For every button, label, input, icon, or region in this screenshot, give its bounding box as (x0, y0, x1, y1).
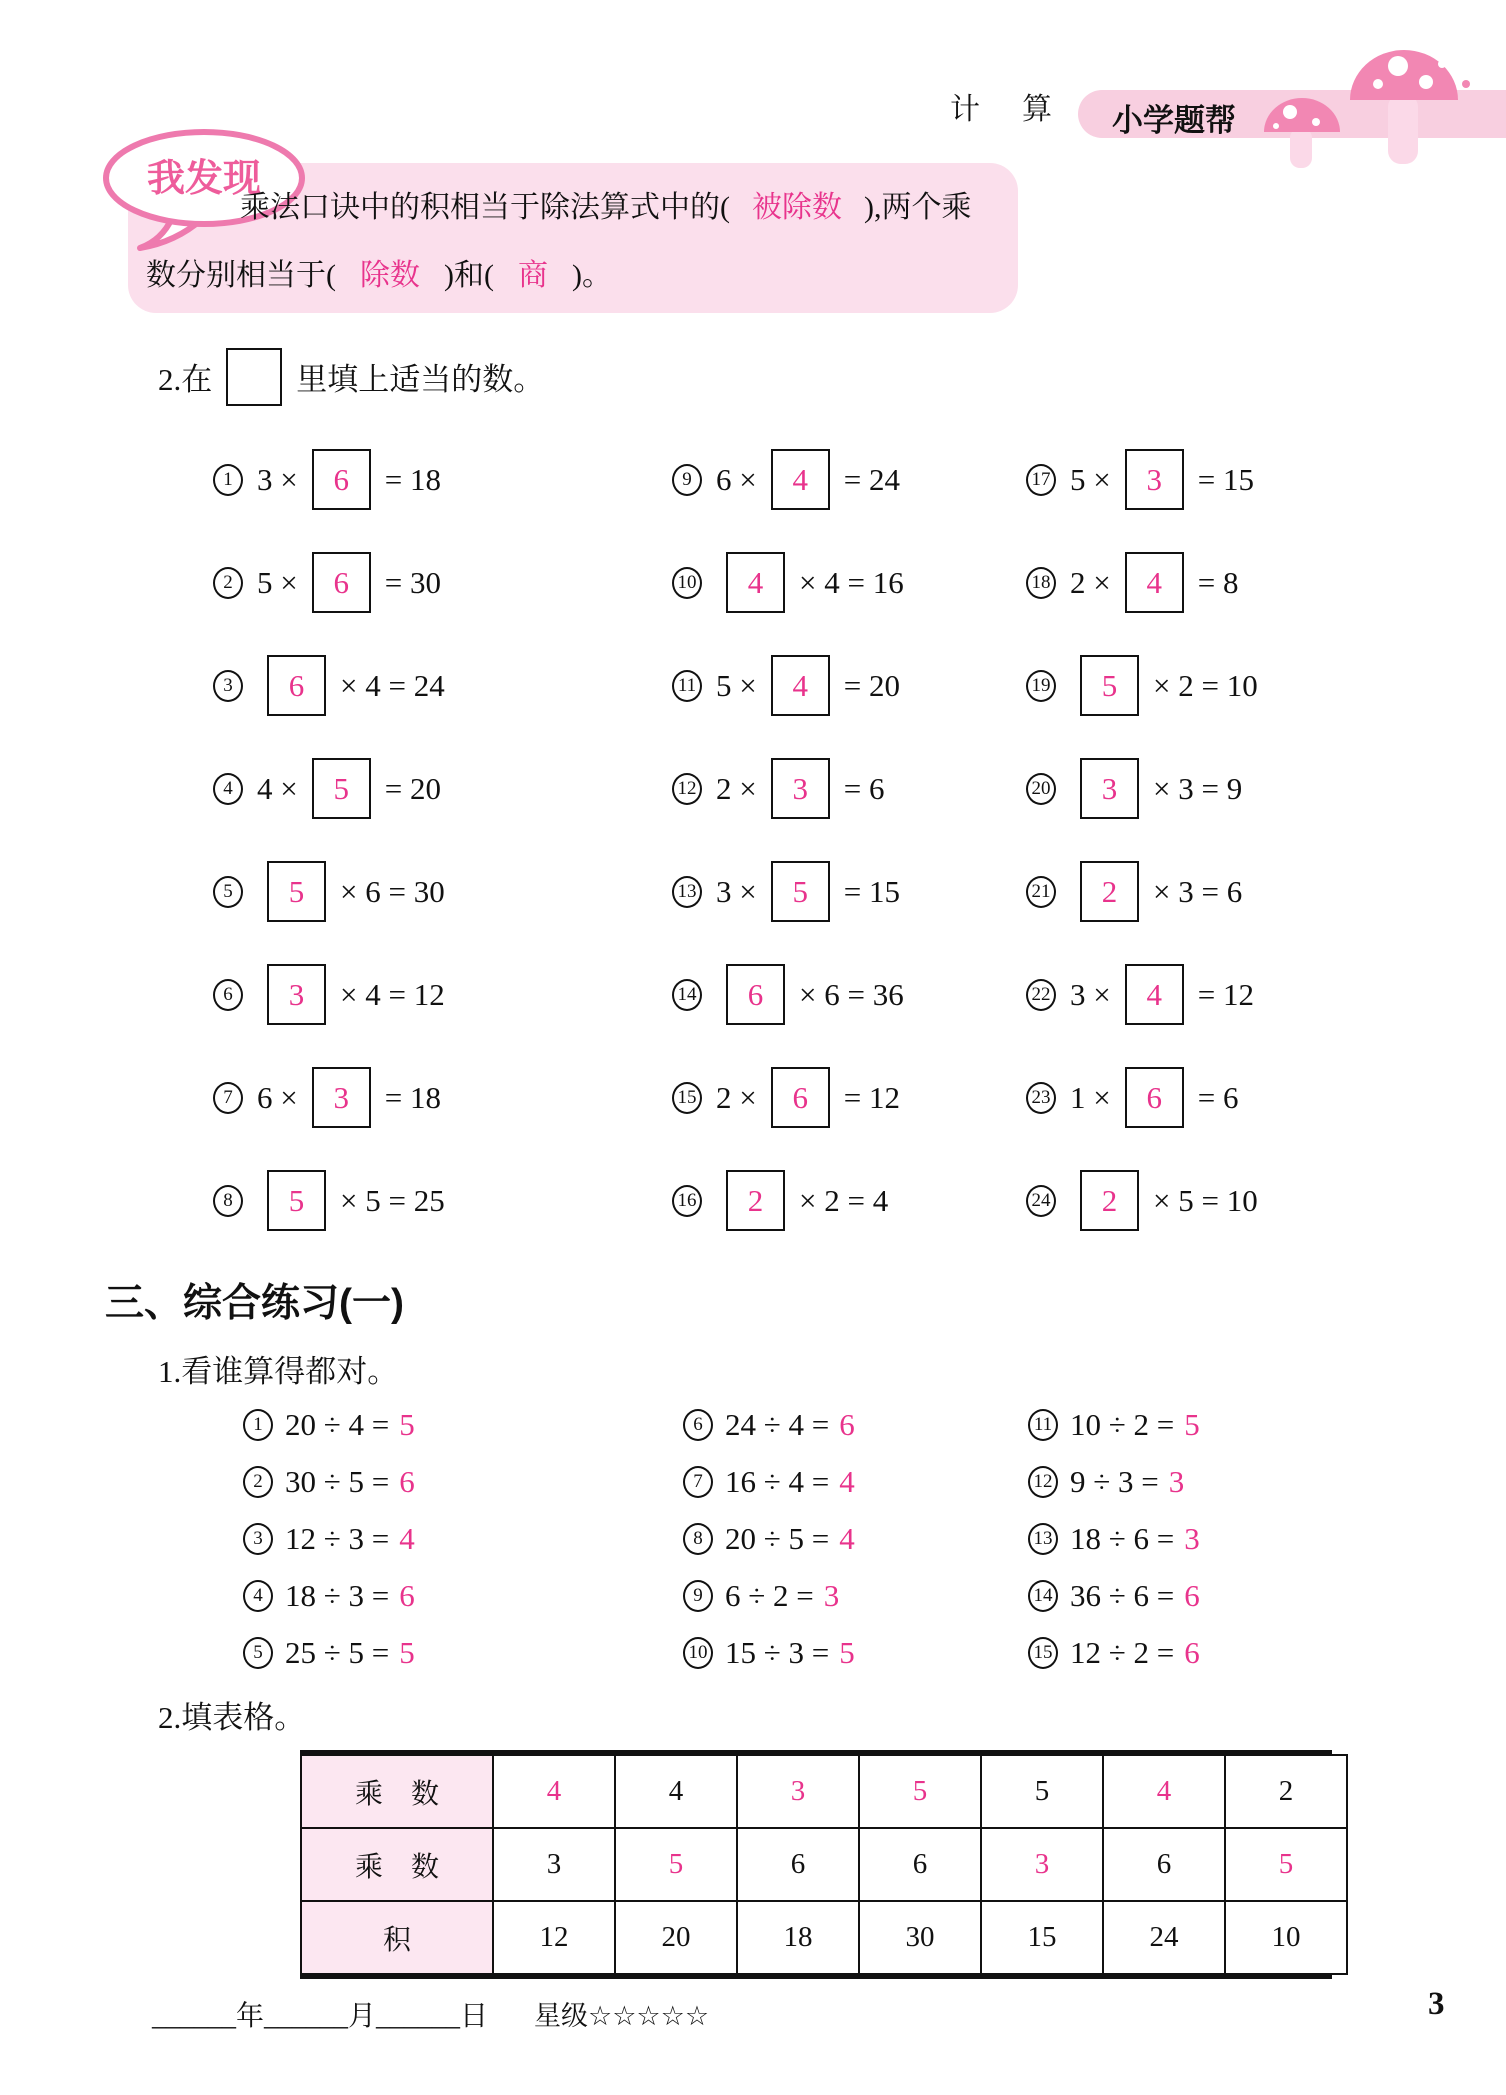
fill-problem (213, 737, 447, 840)
answer-box (312, 758, 371, 819)
table-cell: 18 (737, 1901, 859, 1974)
division-problem (683, 1567, 855, 1624)
callout-answer-divisor: 除数 (360, 259, 420, 292)
answer-value: 2 (1101, 1182, 1118, 1218)
section2-title-pre: 2.在 (158, 362, 213, 397)
table-row-label: 乘 数 (301, 1828, 493, 1901)
callout-text-line1 (240, 182, 972, 226)
equation-text: = 8 (1197, 564, 1239, 600)
equation-text: × 2 = 4 (799, 1182, 889, 1218)
problem-number: 17 (1026, 464, 1056, 496)
answer-box (1125, 1067, 1184, 1128)
answer-value: 6 (1184, 1634, 1200, 1670)
problem-number: 16 (672, 1185, 702, 1217)
fill-problem (1026, 531, 1260, 634)
page-number: 3 (1428, 1986, 1445, 2022)
fill-problem (213, 1149, 447, 1252)
answer-value: 5 (288, 1182, 305, 1218)
division-col-1 (243, 1396, 415, 1681)
problem-number: 10 (672, 567, 702, 599)
equation-text: 36 ÷ 6 = (1070, 1577, 1175, 1613)
answer-value: 4 (1146, 976, 1162, 1012)
callout-answer-dividend: 被除数 (752, 191, 842, 224)
answer-value: 6 (792, 1079, 808, 1115)
equation-text: = 20 (384, 770, 441, 806)
answer-value: 4 (839, 1463, 855, 1499)
answer-box (726, 964, 785, 1025)
problem-number: 9 (672, 464, 702, 496)
callout-line2-post: )。 (571, 259, 612, 292)
callout-text-line2 (146, 250, 612, 294)
equation-text: 2 × (716, 770, 757, 806)
problem-number: 8 (213, 1185, 243, 1217)
answer-value: 3 (1101, 770, 1118, 806)
problem-number: 1 (213, 464, 243, 496)
fill-problem (213, 531, 447, 634)
fill-problem (1026, 1149, 1260, 1252)
equation-text: 3 × (257, 461, 298, 497)
table-cell: 5 (981, 1755, 1103, 1828)
answer-value: 3 (333, 1079, 349, 1115)
table-row (301, 1755, 1347, 1828)
equation-text: 3 × (716, 873, 757, 909)
answer-value: 5 (288, 873, 305, 909)
fill-problem (1026, 840, 1260, 943)
table-cell: 5 (859, 1755, 981, 1828)
fill-col-2 (672, 428, 906, 1252)
equation-text: × 6 = 30 (340, 873, 445, 909)
division-col-2 (683, 1396, 855, 1681)
callout-line1-post: ),两个乘 (864, 191, 972, 224)
problem-number: 9 (683, 1580, 713, 1612)
answer-box (1080, 861, 1139, 922)
equation-text: = 12 (843, 1079, 900, 1115)
answer-value: 5 (839, 1634, 855, 1670)
equation-text: = 15 (1197, 461, 1254, 497)
equation-text: = 30 (384, 564, 441, 600)
answer-value: 6 (399, 1463, 415, 1499)
division-problem (243, 1396, 415, 1453)
problem-number: 19 (1026, 670, 1056, 702)
equation-text: × 3 = 6 (1153, 873, 1243, 909)
fill-problem (672, 1149, 906, 1252)
division-problem (683, 1624, 855, 1681)
answer-value: 3 (1146, 461, 1162, 497)
answer-value: 5 (792, 873, 808, 909)
equation-text: × 2 = 10 (1153, 667, 1258, 703)
answer-box (267, 861, 326, 922)
table-cell: 4 (615, 1755, 737, 1828)
answer-value: 5 (399, 1634, 415, 1670)
division-problem (243, 1510, 415, 1567)
table-row-label: 积 (301, 1901, 493, 1974)
division-problem (1028, 1510, 1200, 1567)
products-table (300, 1750, 1332, 1979)
answer-value: 3 (792, 770, 808, 806)
problem-number: 4 (213, 773, 243, 805)
problem-number: 13 (672, 876, 702, 908)
fill-problem (672, 943, 906, 1046)
division-problem (683, 1396, 855, 1453)
problem-number: 4 (243, 1580, 273, 1612)
answer-value: 5 (1101, 667, 1118, 703)
answer-value: 3 (823, 1577, 840, 1613)
equation-text: = 12 (1197, 976, 1254, 1012)
problem-number: 20 (1026, 773, 1056, 805)
fill-problem (672, 531, 906, 634)
table-cell: 2 (1225, 1755, 1347, 1828)
table-row (301, 1901, 1347, 1974)
mushroom-icon (1230, 36, 1506, 168)
footer-line (152, 1994, 709, 2034)
answer-box (726, 1170, 785, 1231)
answer-box (1080, 758, 1139, 819)
fill-problem (672, 840, 906, 943)
answer-value: 6 (399, 1577, 415, 1613)
equation-text: 18 ÷ 6 = (1070, 1520, 1175, 1556)
division-col-3 (1028, 1396, 1200, 1681)
answer-value: 6 (333, 461, 349, 497)
answer-value: 4 (792, 667, 808, 703)
equation-text: 15 ÷ 3 = (725, 1634, 830, 1670)
problem-number: 18 (1026, 567, 1056, 599)
equation-text: 16 ÷ 4 = (725, 1463, 830, 1499)
equation-text: 5 × (716, 667, 757, 703)
callout-answer-quotient: 商 (517, 259, 548, 292)
equation-text: × 5 = 25 (340, 1182, 445, 1218)
problem-number: 11 (1028, 1409, 1058, 1441)
table-cell: 30 (859, 1901, 981, 1974)
problem-number: 12 (1028, 1466, 1058, 1498)
answer-box (312, 1067, 371, 1128)
problem-number: 11 (672, 670, 702, 702)
table-cell: 3 (981, 1828, 1103, 1901)
equation-text: 1 × (1070, 1079, 1111, 1115)
section3-subtitle-2: 2.填表格。 (158, 1700, 306, 1735)
answer-value: 4 (747, 564, 764, 600)
division-problem (243, 1624, 415, 1681)
problem-number: 13 (1028, 1523, 1058, 1555)
division-problem (243, 1453, 415, 1510)
answer-value: 4 (839, 1520, 855, 1556)
table-cell: 20 (615, 1901, 737, 1974)
answer-box (267, 655, 326, 716)
equation-text: 6 ÷ 2 = (725, 1577, 814, 1613)
division-problem (1028, 1624, 1200, 1681)
equation-text: = 18 (384, 1079, 441, 1115)
equation-text: = 24 (843, 461, 900, 497)
section3-heading: 三、综合练习(一) (105, 1282, 404, 1325)
answer-box (771, 449, 830, 510)
fill-problem (213, 943, 447, 1046)
answer-value: 6 (1146, 1079, 1162, 1115)
equation-text: 20 ÷ 4 = (285, 1406, 390, 1442)
answer-box (771, 1067, 830, 1128)
answer-box (1125, 964, 1184, 1025)
equation-text: 6 × (716, 461, 757, 497)
answer-box (312, 449, 371, 510)
problem-number: 2 (243, 1466, 273, 1498)
equation-text: 12 ÷ 2 = (1070, 1634, 1175, 1670)
empty-example-box (226, 348, 282, 406)
equation-text: = 15 (843, 873, 900, 909)
answer-value: 5 (333, 770, 349, 806)
table-cell: 5 (1225, 1828, 1347, 1901)
header-section-label: 计 算 (950, 93, 1058, 126)
problem-number: 22 (1026, 979, 1056, 1011)
answer-box (1125, 449, 1184, 510)
problem-number: 2 (213, 567, 243, 599)
fill-problem (672, 1046, 906, 1149)
equation-text: × 4 = 16 (799, 564, 904, 600)
fill-problem (213, 428, 447, 531)
answer-box (1080, 655, 1139, 716)
equation-text: × 5 = 10 (1153, 1182, 1258, 1218)
equation-text: 9 ÷ 3 = (1070, 1463, 1159, 1499)
answer-value: 2 (747, 1182, 764, 1218)
products-table-body (301, 1755, 1347, 1974)
table-cell: 15 (981, 1901, 1103, 1974)
answer-value: 4 (399, 1520, 415, 1556)
answer-value: 6 (1184, 1577, 1200, 1613)
problem-number: 23 (1026, 1082, 1056, 1114)
division-problem (683, 1453, 855, 1510)
equation-text: 6 × (257, 1079, 298, 1115)
answer-box (771, 655, 830, 716)
table-cell: 5 (615, 1828, 737, 1901)
answer-box (1125, 552, 1184, 613)
section2-title (158, 348, 544, 406)
equation-text: 4 × (257, 770, 298, 806)
answer-value: 6 (747, 976, 764, 1012)
equation-text: × 3 = 9 (1153, 770, 1243, 806)
equation-text: 5 × (1070, 461, 1111, 497)
equation-text: 3 × (1070, 976, 1111, 1012)
answer-value: 5 (399, 1406, 415, 1442)
table-cell: 3 (493, 1828, 615, 1901)
problem-number: 21 (1026, 876, 1056, 908)
discovery-badge-label: 我发现 (146, 158, 262, 200)
equation-text: 18 ÷ 3 = (285, 1577, 390, 1613)
equation-text: = 6 (1197, 1079, 1239, 1115)
fill-problem (672, 737, 906, 840)
equation-text: × 4 = 12 (340, 976, 445, 1012)
answer-box (726, 552, 785, 613)
equation-text: = 6 (843, 770, 885, 806)
problem-number: 10 (683, 1637, 713, 1669)
fill-problem (1026, 737, 1260, 840)
answer-value: 4 (1146, 564, 1162, 600)
answer-value: 6 (288, 667, 305, 703)
equation-text: × 6 = 36 (799, 976, 904, 1012)
answer-box (267, 964, 326, 1025)
problem-number: 5 (243, 1637, 273, 1669)
problem-number: 8 (683, 1523, 713, 1555)
division-problem (1028, 1567, 1200, 1624)
fill-col-3 (1026, 428, 1260, 1252)
problem-number: 7 (213, 1082, 243, 1114)
answer-value: 3 (288, 976, 305, 1012)
problem-number: 6 (683, 1409, 713, 1441)
fill-problem (213, 1046, 447, 1149)
problem-number: 5 (213, 876, 243, 908)
problem-number: 14 (672, 979, 702, 1011)
equation-text: 2 × (1070, 564, 1111, 600)
table-cell: 6 (737, 1828, 859, 1901)
problem-number: 3 (243, 1523, 273, 1555)
section2-title-post: 里填上适当的数。 (296, 362, 545, 397)
footer-star-rating: 星级☆☆☆☆☆ (534, 2001, 710, 2032)
problem-number: 24 (1026, 1185, 1056, 1217)
header-brand-label: 小学题帮 (1112, 103, 1236, 138)
answer-box (771, 861, 830, 922)
table-cell: 10 (1225, 1901, 1347, 1974)
callout-line2-pre: 数分别相当于( (146, 259, 336, 292)
equation-text: = 20 (843, 667, 900, 703)
fill-problem (672, 634, 906, 737)
answer-box (771, 758, 830, 819)
fill-problem (1026, 428, 1260, 531)
problem-number: 14 (1028, 1580, 1058, 1612)
fill-problem (1026, 943, 1260, 1046)
problem-number: 12 (672, 773, 702, 805)
problem-number: 15 (672, 1082, 702, 1114)
equation-text: × 4 = 24 (340, 667, 445, 703)
equation-text: 24 ÷ 4 = (725, 1406, 830, 1442)
table-cell: 12 (493, 1901, 615, 1974)
fill-problem (213, 634, 447, 737)
division-problem (243, 1567, 415, 1624)
division-problem (1028, 1453, 1200, 1510)
fill-problem (1026, 634, 1260, 737)
equation-text: 12 ÷ 3 = (285, 1520, 390, 1556)
table-row (301, 1828, 1347, 1901)
answer-box (312, 552, 371, 613)
answer-box (267, 1170, 326, 1231)
answer-value: 3 (1184, 1520, 1200, 1556)
problem-number: 7 (683, 1466, 713, 1498)
division-problem (1028, 1396, 1200, 1453)
answer-value: 3 (1168, 1463, 1185, 1499)
fill-problem (213, 840, 447, 943)
table-cell: 4 (493, 1755, 615, 1828)
table-cell: 4 (1103, 1755, 1225, 1828)
problem-number: 3 (213, 670, 243, 702)
table-cell: 24 (1103, 1901, 1225, 1974)
equation-text: 10 ÷ 2 = (1070, 1406, 1175, 1442)
answer-value: 2 (1101, 873, 1118, 909)
table-row-label: 乘 数 (301, 1755, 493, 1828)
answer-value: 5 (1184, 1406, 1200, 1442)
section3-subtitle-1: 1.看谁算得都对。 (158, 1354, 399, 1389)
equation-text: 5 × (257, 564, 298, 600)
problem-number: 1 (243, 1409, 273, 1441)
problem-number: 15 (1028, 1637, 1058, 1669)
division-problem (683, 1510, 855, 1567)
callout-line2-mid: )和( (444, 259, 494, 292)
fill-problem (672, 428, 906, 531)
fill-problem (1026, 1046, 1260, 1149)
answer-box (1080, 1170, 1139, 1231)
answer-value: 4 (792, 461, 808, 497)
problem-number: 6 (213, 979, 243, 1011)
fill-col-1 (213, 428, 447, 1252)
equation-text: 25 ÷ 5 = (285, 1634, 390, 1670)
answer-value: 6 (839, 1406, 855, 1442)
table-cell: 6 (859, 1828, 981, 1901)
equation-text: 30 ÷ 5 = (285, 1463, 390, 1499)
table-cell: 3 (737, 1755, 859, 1828)
equation-text: 20 ÷ 5 = (725, 1520, 830, 1556)
footer-date-blanks: ______年______月______日 (152, 2001, 489, 2032)
callout-line1-pre: 乘法口诀中的积相当于除法算式中的( (240, 191, 730, 224)
equation-text: = 18 (384, 461, 441, 497)
answer-value: 6 (333, 564, 349, 600)
equation-text: 2 × (716, 1079, 757, 1115)
table-cell: 6 (1103, 1828, 1225, 1901)
